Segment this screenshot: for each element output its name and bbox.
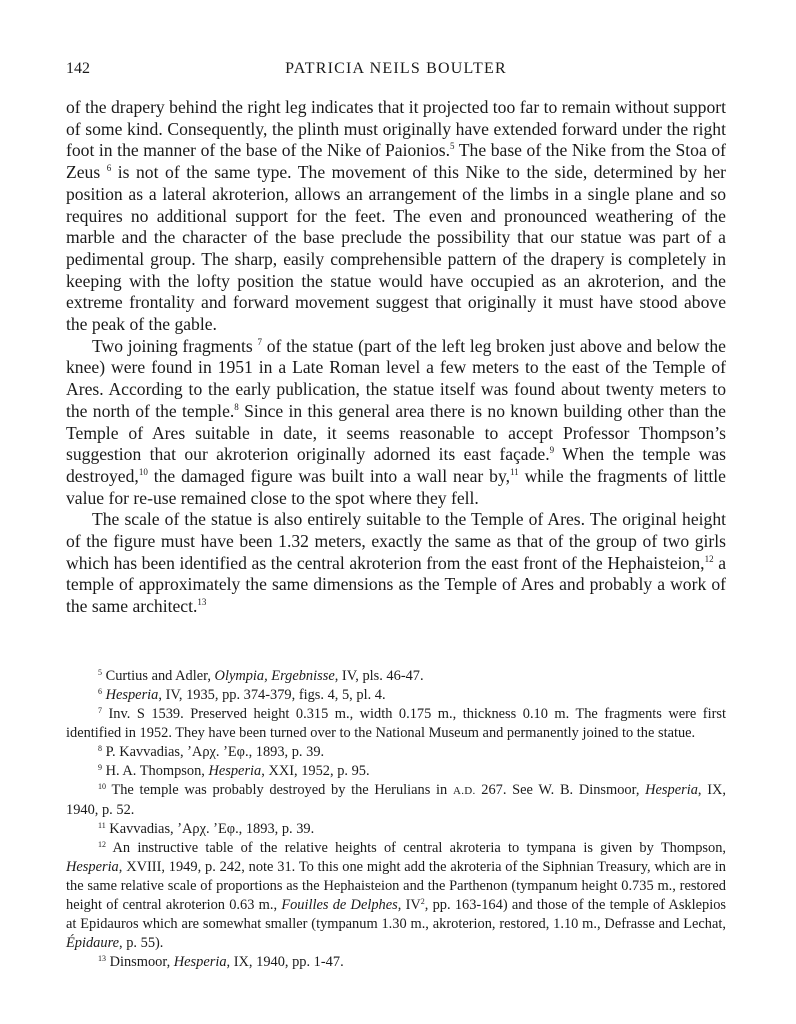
footnote-ref: 8 [234,401,239,412]
footnote-ref: 13 [98,954,106,963]
text-run: , IV [397,897,421,913]
body-paragraph [66,97,726,336]
text-run: , XVIII, 1949, p. 242, note 31. To this one might add the akroteria of the Siphnian Treasury, which are in the same relative scale of proportions as the Hephaisteion and the Parthenon (tympanum height 0.735 m., restored height of central akroterion 0.63 m., [66,859,726,913]
text-run: Fouilles de Delphes [281,897,398,913]
text-run: The base of the Nike from the Stoa of Zeus [66,140,726,183]
text-run: , XXI, 1952, p. 95. [261,763,370,779]
text-run: Curtius and Adler, [102,668,215,684]
footnote [66,667,726,686]
text-run: Hesperia [66,859,119,875]
body-paragraph [66,509,726,618]
footnote-ref: 10 [138,466,148,477]
text-run: Olympia, Ergebnisse [214,668,335,684]
footnote-ref: 9 [549,445,555,456]
text-run: Hesperia [105,687,159,703]
text-run: , IV, pls. 46-47. [334,668,424,684]
footnote-ref: 7 [98,706,102,715]
text-run: H. A. Thompson, [102,763,209,779]
footnote [66,820,726,839]
text-run: , p. 55). [119,935,164,951]
text-run: An instructive table of the relative heights of central akroteria to tympana is given by Thompson, [106,840,726,856]
footnote-ref: 10 [98,782,106,791]
running-head: PATRICIA NEILS BOULTER [285,60,507,77]
text-run: Inv. S 1539. Preserved height 0.315 m., width 0.175 m., thickness 0.10 m. The fragments were first identified in 1952. They have been turned over to the National Museum and permanently joined to the statue. [66,706,726,741]
text-run: 267. See W. B. Dinsmoor, [475,782,646,798]
text-run: a temple of approximately the same dimensions as the Temple of Ares and probably a work of the same architect. [66,552,726,617]
footnote-ref: 5 [98,668,102,677]
text-run: while the fragments of little value for re-use remained close to the spot where they fell. [66,465,726,508]
footnote-ref: 5 [450,141,455,152]
text-run: Kavvadias, ʼΑρχ. ʼΕφ., 1893, p. 39. [105,821,315,837]
text-run: , pp. 163-164) and those of the temple of Asklepios at Epidauros which are somewhat smaller (tympanum 1.30 m., akroterion, restored, 1.10 m., Defrasse and Lechat, [66,897,726,932]
text-run: The scale of the statue is also entirely suitable to the Temple of Ares. The original height of the figure must have been 1.32 meters, exactly the same as that of the group of two girls which has been identified as the central akroterion from the east front of the Hephaisteion, [66,509,726,573]
footnote [66,743,726,762]
footnote-ref: 12 [98,840,106,849]
footnote-ref: 8 [98,744,102,753]
footnote-ref: 7 [257,336,262,347]
page-header [66,60,726,82]
text-run: Épidaure [66,935,120,951]
text-run: is not of the same type. The movement of this Nike to the side, determined by her position as a lateral akroterion, allows an arrangement of the limbs in a single plane and so requires no additional support for the feet. The even and pronounced weathering of the marble and the character of the base preclude the possibility that our statue was part of a pedimental group. The sharp, easily comprehensible pattern of the drapery is completely in keeping with the lofty position the statue would have occupied as an akroterion, and the extreme frontality and forward movement suggest that originally it must have stood above the peak of the gable. [66,162,726,335]
footnote-ref: 12 [704,553,714,564]
text-run: When the temple was destroyed, [66,444,726,486]
text-run: Since in this general area there is no known building other than the Temple of Ares suitable in date, it seems reasonable to accept Professor Thompson’s suggestion that our akroterion originally adorned its east façade. [66,400,726,465]
text-run: Dinsmoor, [106,954,174,970]
page-number: 142 [66,60,90,77]
body-paragraph [66,336,726,510]
footnote-ref: 11 [98,821,106,830]
text-run: of the statue (part of the left leg broken just above and below the knee) were found in 1951 in a Late Roman level a few meters to the east of the Temple of Ares. According to the early publication, the statue itself was found about twenty meters to the north of the temple. [66,335,726,421]
text-run: Hesperia [173,954,227,970]
text-run: , IX, 1940, pp. 1-47. [226,954,344,970]
text-run: of the drapery behind the right leg indicates that it projected too far to remain without support of some kind. Consequently, the plinth must originally have extended forward under the right foot in the manner of the base of the Nike of Paionios. [66,97,726,161]
text-run: Two joining fragments [92,335,258,356]
text-run: , IX, 1940, p. 52. [66,782,726,818]
footnote-ref: 11 [510,466,519,477]
footnote-ref: 2 [420,897,425,906]
body-text [66,97,726,618]
text-run: Hesperia [645,782,698,798]
text-run: A.D. [452,785,476,797]
footnote-ref: 6 [98,687,102,696]
footnotes [66,667,726,972]
text-run: The temple was probably destroyed by the Herulians in [106,782,453,798]
footnote [66,686,726,705]
footnote [66,705,726,743]
footnote [66,953,726,972]
text-run: Hesperia [208,763,262,779]
footnote [66,781,726,820]
footnote-ref: 13 [197,597,207,608]
text-run: , IV, 1935, pp. 374-379, figs. 4, 5, pl. 4. [158,687,386,703]
text-run: P. Kavvadias, ʼΑρχ. ʼΕφ., 1893, p. 39. [102,744,325,760]
footnote-ref: 9 [98,763,102,772]
footnote [66,839,726,953]
footnote-ref: 6 [106,163,112,174]
text-run: the damaged figure was built into a wall near by, [147,465,510,486]
footnote [66,762,726,781]
